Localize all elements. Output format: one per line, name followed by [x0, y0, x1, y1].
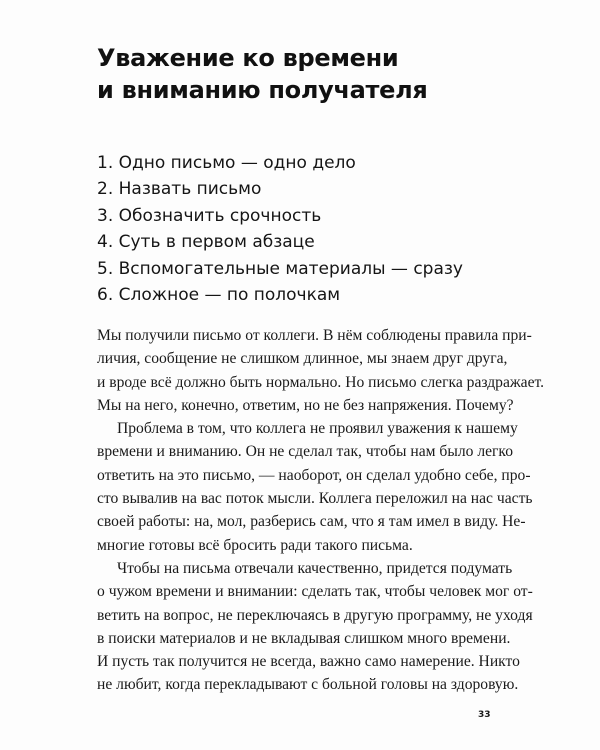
body-line: не любит, когда перекладывают с больной головы на здоровую. [97, 676, 519, 694]
body-line: сто вывалив на вас поток мысли. Коллега переложил на нас часть [97, 490, 533, 508]
body-line: в поиски материалов и не вкладывая слишком много времени. [97, 629, 511, 647]
rules-list-item: 5. Вспомогательные материалы — сразу [97, 258, 463, 279]
body-line: Мы получили письмо от коллеги. В нём соблюдены правила при- [97, 327, 532, 344]
body-line: личия, сообщение не слишком длинное, мы знаем друг друга, [97, 350, 508, 368]
body-line: И пусть так получится не всегда, важно само намерение. Никто [97, 653, 520, 671]
body-line: многие готовы всё бросить ради такого письма. [97, 536, 413, 554]
body-line: Чтобы на письма отвечали качественно, придется подумать [117, 559, 513, 577]
body-line: о чужом времени и внимании: сделать так, чтобы человек мог от- [97, 583, 533, 601]
section-heading [97, 42, 537, 106]
body-line: и вроде всё должно быть нормально. Но письмо слегка раздражает. [97, 373, 545, 391]
section-heading-line-1: Уважение ко времени [97, 44, 399, 72]
rules-list-item: 1. Одно письмо — одно дело [97, 153, 356, 173]
body-line: времени и вниманию. Он не сделал так, чтобы нам было легко [97, 443, 513, 461]
rules-list-item: 3. Обозначить срочность [97, 205, 322, 226]
section-heading-line-2: и вниманию получателя [97, 76, 428, 104]
body-line: Мы на него, конечно, ответим, но не без напряжения. Почему? [97, 396, 514, 414]
body-line: ветить на вопрос, не переключаясь в другую программу, не уходя [97, 606, 533, 624]
page-number: 33 [478, 710, 491, 720]
body-text [97, 324, 545, 697]
rules-list-item: 6. Сложное — по полочкам [97, 285, 341, 306]
rules-list [97, 150, 463, 308]
body-line: своей работы: на, мол, разберись сам, что я там имел в виду. Не- [97, 513, 526, 531]
rules-list-item: 2. Назвать письмо [97, 179, 262, 200]
body-line: ответить на это письмо, — наоборот, он сделал удобно себе, про- [97, 466, 531, 484]
rules-list-item: 4. Суть в первом абзаце [97, 232, 315, 253]
body-line: Проблема в том, что коллега не проявил уважения к нашему [117, 420, 518, 438]
